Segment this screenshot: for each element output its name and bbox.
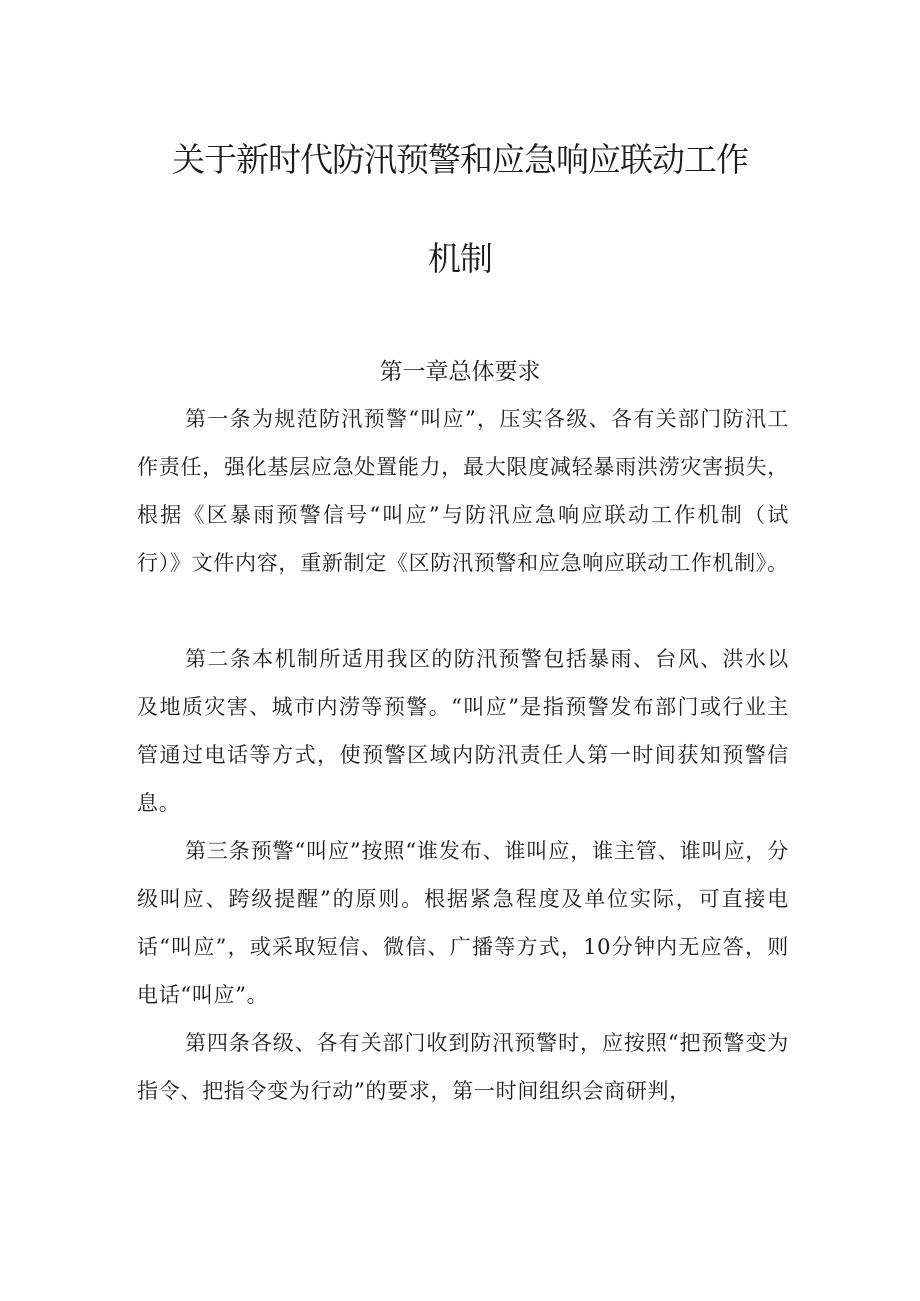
document-title-line-1: 关于新时代防汛预警和应急响应联动工作	[172, 140, 748, 179]
document-title-line-2: 机制	[428, 239, 492, 278]
article-2-paragraph: 第二条本机制所适用我区的防汛预警包括暴雨、台风、洪水以及地质灾害、城市内涝等预警。“叫应”是指预警发布部门或行业主管通过电话等方式，使预警区域内防汛责任人第一时间获知预警信息。	[137, 647, 789, 815]
article-1-paragraph: 第一条为规范防汛预警“叫应”，压实各级、各有关部门防汛工作责任，强化基层应急处置能力，最大限度减轻暴雨洪涝灾害损失，根据《区暴雨预警信号“叫应”与防汛应急响应联动工作机制（试行）》文件内容，重新制定《区防汛预警和应急响应联动工作机制》。	[137, 407, 789, 575]
chapter-heading: 第一章总体要求	[379, 359, 541, 385]
article-4-paragraph: 第四条各级、各有关部门收到防汛预警时，应按照“把预警变为指令、把指令变为行动”的要求，第一时间组织会商研判，	[137, 1031, 789, 1103]
article-3-paragraph: 第三条预警“叫应”按照“谁发布、谁叫应，谁主管、谁叫应，分级叫应、跨级提醒”的原则。根据紧急程度及单位实际，可直接电话“叫应”，或采取短信、微信、广播等方式，10分钟内无应答，则电话“叫应”。	[137, 839, 789, 1007]
